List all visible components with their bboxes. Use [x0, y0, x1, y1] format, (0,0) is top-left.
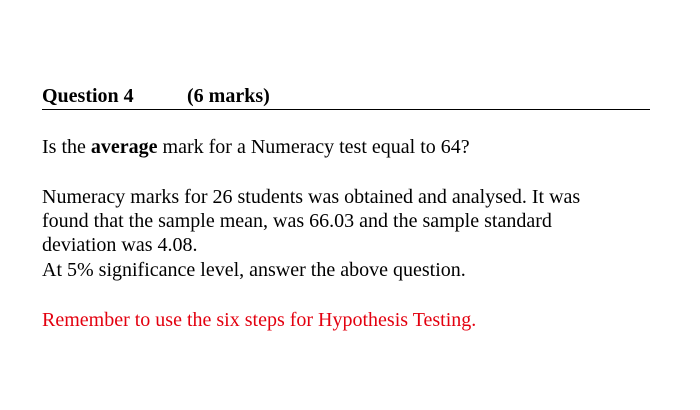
body-line-3: deviation was 4.08. [42, 234, 198, 256]
body-line-2: found that the sample mean, was 66.03 and the sample standard [42, 210, 552, 232]
reminder-note: Remember to use the six steps for Hypothesis Testing. [42, 309, 477, 331]
question-prompt [42, 135, 470, 159]
question-suffix: mark for a Numeracy test equal to 64? [157, 136, 470, 158]
question-heading [42, 84, 650, 110]
body-line-1: Numeracy marks for 26 students was obtained and analysed. It was [42, 186, 581, 208]
question-marks: (6 marks) [187, 85, 270, 107]
question-number: Question 4 [42, 85, 134, 107]
body-line-4: At 5% significance level, answer the above question. [42, 259, 466, 281]
question-emphasis: average [90, 136, 158, 158]
question-prefix: Is the [42, 136, 91, 158]
